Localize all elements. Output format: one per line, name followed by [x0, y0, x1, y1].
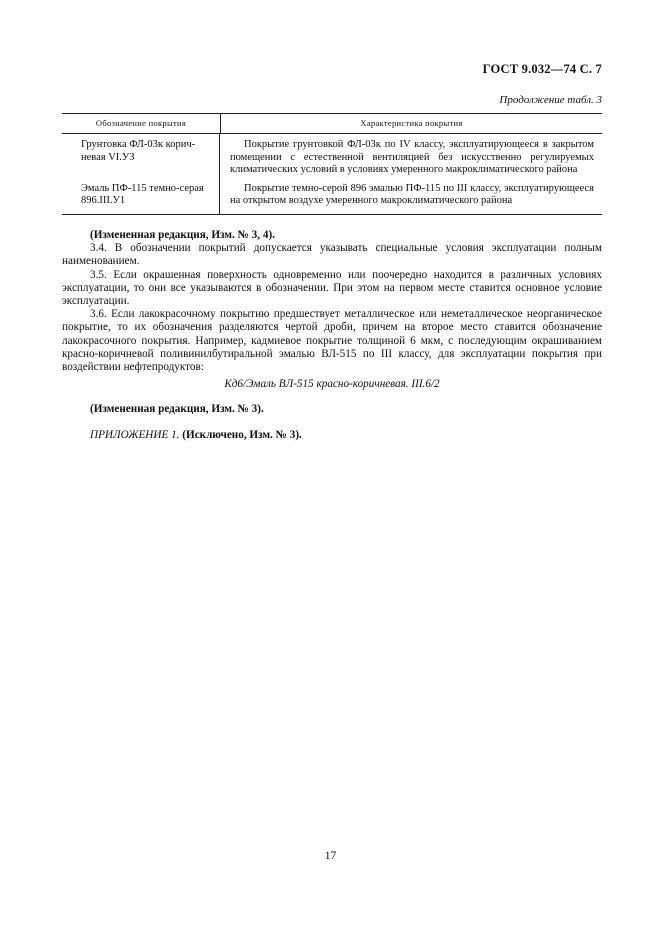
coating-table	[62, 113, 602, 215]
revision-note: (Измененная редакция, Изм. № 3, 4).	[90, 229, 275, 241]
revision-note: (Измененная редакция, Изм. № 3).	[90, 403, 264, 416]
paragraph-3-5: 3.5. Если окрашенная поверхность одновременно или поочередно находится в различных условиях эксплуатации, то они все указываются в обозначении. При этом на первом месте ставится основное условие эксплуатации.	[62, 268, 602, 308]
characteristic-cell: Покрытие грунтовкой ФЛ-03к по IV классу, эксплуатирующееся в закрытом помещении с естественной вентиляцией без искусственно регулируемых климатических условий в условиях умеренного макроклиматического района	[230, 139, 594, 175]
table-header	[62, 114, 602, 134]
appendix-label: ПРИЛОЖЕНИЕ 1.	[90, 428, 180, 441]
table-row	[62, 134, 602, 183]
column-header-characteristic: Характеристика покрытия	[360, 118, 463, 128]
page-number: 17	[324, 850, 337, 862]
designation-example: Кд6/Эмаль ВЛ-515 красно-коричневая. III.6/2	[224, 378, 440, 391]
designation-cell: Грунтовка ФЛ-03к корич- невая VI.УЗ	[62, 134, 220, 183]
appendix-note: (Исключено, Изм. № 3).	[182, 428, 302, 441]
paragraph-3-6: 3.6. Если лакокрасочному покрытию предшествует металлическое или неметаллическое неорганическое покрытие, то их обозначения разделяются чертой дроби, причем на второе место ставится обозначение лакокрасочного покрытия. Например, кадмиевое покрытие толщиной 6 мкм, с последующим окрашиванием красно-коричневой поливинилбутиральной эмалью ВЛ-515 по III классу, для эксплуатации покрытия при воздействии нефтепродуктов:	[62, 308, 602, 374]
column-header-designation: Обозначение покрытия	[62, 114, 221, 133]
paragraph-3-4: 3.4. В обозначении покрытий допускается указывать специальные условия эксплуатации полным наименованием.	[62, 242, 602, 268]
table-row	[62, 183, 602, 214]
document-body	[62, 229, 602, 442]
table-body	[62, 134, 602, 214]
standard-page-header: ГОСТ 9.032—74 С. 7	[482, 62, 602, 76]
appendix-line	[62, 429, 602, 442]
designation-cell: Эмаль ПФ-115 темно-серая 896.III.У1	[62, 183, 220, 214]
table-continuation-label: Продолжение табл. 3	[499, 94, 602, 106]
characteristic-cell: Покрытие темно-серой 896 эмалью ПФ-115 по III классу, эксплуатирующееся на открытом воздухе умеренного макроклиматического района	[230, 182, 594, 206]
